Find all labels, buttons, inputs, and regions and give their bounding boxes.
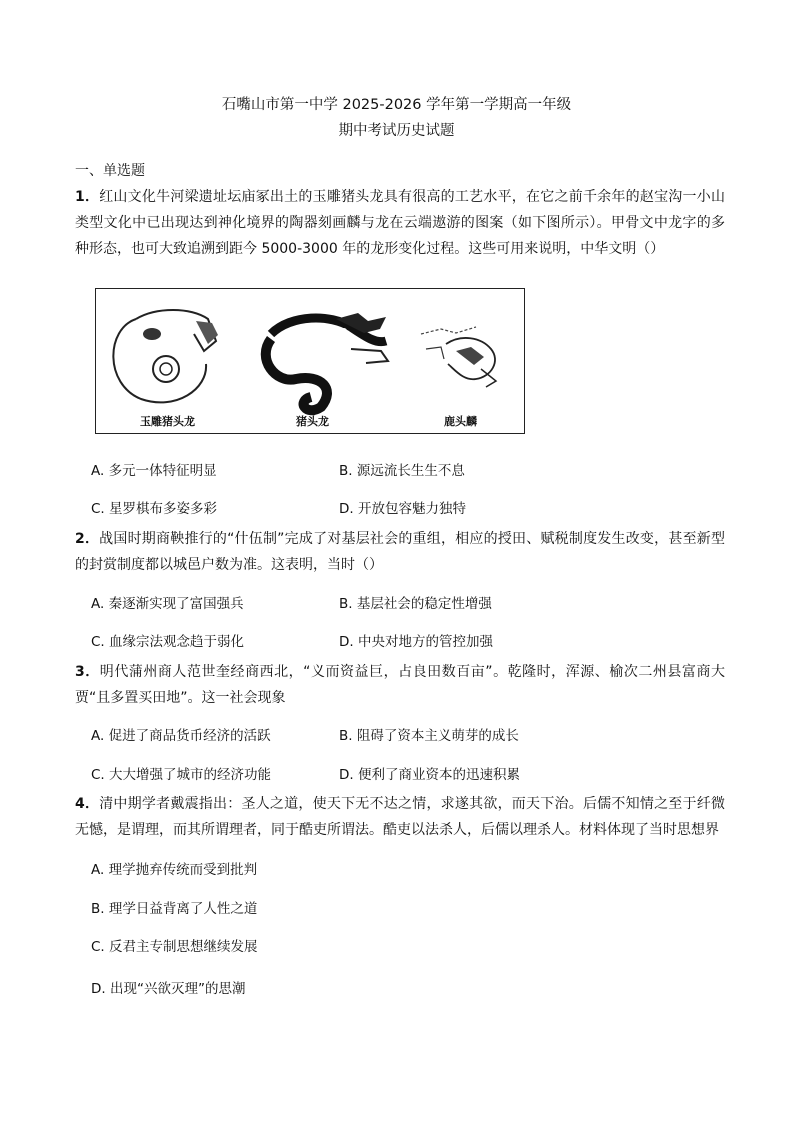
question-number: 2．	[75, 531, 100, 547]
q2-option-a[interactable]: A. 秦逐渐实现了富国强兵	[91, 596, 244, 612]
figure-caption-2: 猪头龙	[296, 415, 329, 428]
q1-option-d[interactable]: D. 开放包容魅力独特	[339, 501, 466, 517]
q4-option-d[interactable]: D. 出现“兴欲灭理”的思潮	[91, 981, 246, 997]
question-3	[75, 659, 725, 711]
exam-title-line1: 石嘴山市第一中学 2025-2026 学年第一学期高一年级	[221, 97, 572, 113]
exam-title-line2: 期中考试历史试题	[338, 123, 455, 139]
question-number: 4．	[75, 796, 100, 812]
q3-option-c[interactable]: C. 大大增强了城市的经济功能	[91, 767, 272, 783]
pig-head-dragon-drawing	[266, 313, 388, 410]
q3-option-d[interactable]: D. 便利了商业资本的迅速积累	[339, 767, 520, 783]
figure-caption-3: 鹿头麟	[444, 415, 477, 428]
question-2	[75, 526, 725, 578]
q4-option-a[interactable]: A. 理学抛弃传统而受到批判	[91, 862, 258, 878]
figure-caption-1: 玉雕猪头龙	[140, 415, 195, 428]
q4-option-b[interactable]: B. 理学日益背离了人性之道	[91, 901, 258, 917]
q3-option-a[interactable]: A. 促进了商品货币经济的活跃	[91, 728, 271, 744]
question-text: 战国时期商鞅推行的“什伍制”完成了对基层社会的重组，相应的授田、赋税制度发生改变，甚至新型的封赏制度都以城邑户数为准。这表明，当时（）	[75, 531, 725, 573]
q2-option-d[interactable]: D. 中央对地方的管控加强	[339, 634, 493, 650]
question-number: 3．	[75, 664, 100, 680]
question-1	[75, 184, 725, 262]
q4-option-c[interactable]: C. 反君主专制思想继续发展	[91, 939, 258, 955]
deer-head-qilin-drawing	[421, 327, 496, 387]
q3-option-b[interactable]: B. 阻碍了资本主义萌芽的成长	[339, 728, 519, 744]
question-text: 红山文化牛河梁遗址坛庙冢出土的玉雕猪头龙具有很高的工艺水平，在它之前千余年的赵宝沟一小山类型文化中已出现达到神化境界的陶器刻画麟与龙在云端遨游的图案（如下图所示）。甲骨文中龙字的多种形态，也可大致追溯到距今 5000-3000 年的龙形变化过程。这些可用来说明，中华文明（）	[75, 189, 725, 257]
question-4	[75, 791, 725, 843]
q1-option-a[interactable]: A. 多元一体特征明显	[91, 463, 217, 479]
q2-option-c[interactable]: C. 血缘宗法观念趋于弱化	[91, 634, 245, 650]
dragon-illustrations	[96, 289, 523, 432]
q1-option-b[interactable]: B. 源远流长生生不息	[339, 463, 465, 479]
q2-option-b[interactable]: B. 基层社会的稳定性增强	[339, 596, 492, 612]
dragon-figure	[95, 288, 525, 434]
jade-pig-dragon-drawing	[113, 310, 218, 402]
question-number: 1．	[75, 189, 100, 205]
question-text: 明代蒲州商人范世奎经商西北，“义而资益巨，占良田数百亩”。乾隆时，浑源、榆次二州县富商大贾“且多置买田地”。这一社会现象	[75, 664, 725, 706]
q1-option-c[interactable]: C. 星罗棋布多姿多彩	[91, 501, 218, 517]
question-text: 清中期学者戴震指出：圣人之道，使天下无不达之情，求遂其欲，而天下治。后儒不知情之至于纤微无憾，是谓理，而其所谓理者，同于酷吏所谓法。酷吏以法杀人，后儒以理杀人。材料体现了当时思想界	[75, 796, 725, 838]
section-heading: 一、单选题	[75, 163, 145, 179]
